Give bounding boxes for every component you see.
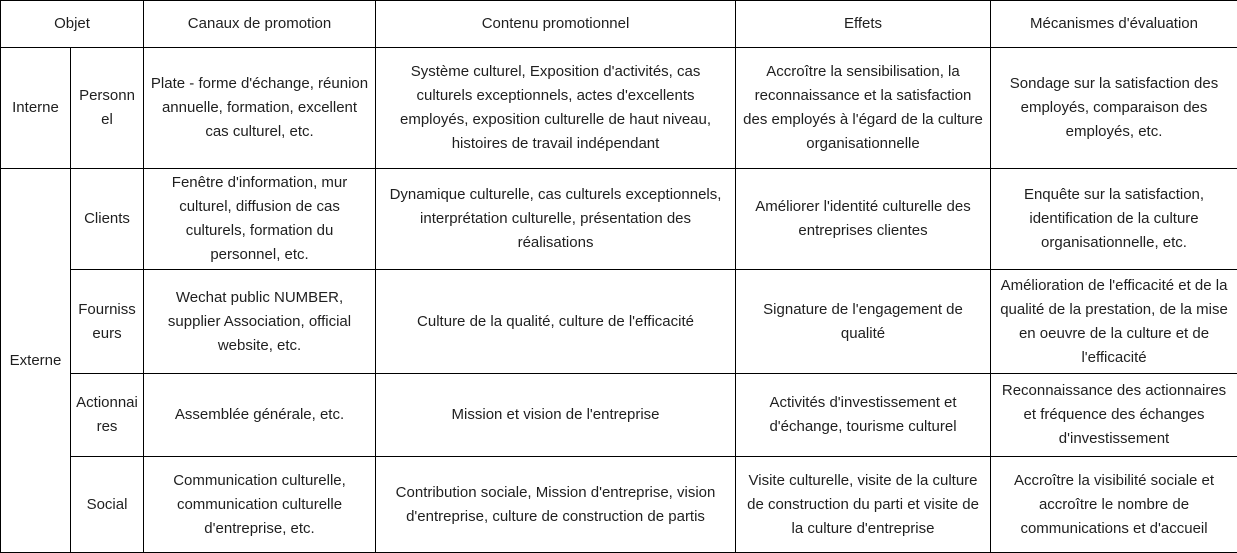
- table-row-fournisseurs: [1, 270, 1237, 374]
- subject-label-social: Social: [71, 457, 144, 553]
- cell-contenu-personnel: Système culturel, Exposition d'activités, cas culturels exceptionnels, actes d'excellents employés, exposition culturelle de haut niveau, histoires de travail indépendant: [376, 48, 736, 169]
- cell-effets-actionnaires: Activités d'investissement et d'échange, tourisme culturel: [736, 374, 991, 457]
- cell-canaux-social: Communication culturelle, communication culturelle d'entreprise, etc.: [144, 457, 376, 553]
- group-label-externe: Externe: [1, 169, 71, 553]
- cell-contenu-clients: Dynamique culturelle, cas culturels exceptionnels, interprétation culturelle, présentation des réalisations: [376, 169, 736, 270]
- header-effets: Effets: [736, 1, 991, 48]
- table-row-actionnaires: [1, 374, 1237, 457]
- cell-contenu-actionnaires: Mission et vision de l'entreprise: [376, 374, 736, 457]
- cell-canaux-actionnaires: Assemblée générale, etc.: [144, 374, 376, 457]
- cell-canaux-clients: Fenêtre d'information, mur culturel, diffusion de cas culturels, formation du personnel, etc.: [144, 169, 376, 270]
- table-row-personnel: [1, 48, 1237, 169]
- cell-mecanismes-personnel: Sondage sur la satisfaction des employés, comparaison des employés, etc.: [991, 48, 1237, 169]
- subject-label-clients: Clients: [71, 169, 144, 270]
- header-canaux: Canaux de promotion: [144, 1, 376, 48]
- table-row-clients: [1, 169, 1237, 270]
- table-row-social: [1, 457, 1237, 553]
- cell-mecanismes-social: Accroître la visibilité sociale et accroître le nombre de communications et d'accueil: [991, 457, 1237, 553]
- header-contenu: Contenu promotionnel: [376, 1, 736, 48]
- group-label-interne: Interne: [1, 48, 71, 169]
- cell-effets-clients: Améliorer l'identité culturelle des entreprises clientes: [736, 169, 991, 270]
- cell-effets-fournisseurs: Signature de l'engagement de qualité: [736, 270, 991, 374]
- cell-mecanismes-fournisseurs: Amélioration de l'efficacité et de la qualité de la prestation, de la mise en oeuvre de la culture et de l'efficacité: [991, 270, 1237, 374]
- header-row: [1, 1, 1237, 48]
- subject-label-actionnaires: Actionnaires: [71, 374, 144, 457]
- cell-effets-social: Visite culturelle, visite de la culture de construction du parti et visite de la culture d'entreprise: [736, 457, 991, 553]
- header-objet: Objet: [1, 1, 144, 48]
- cell-contenu-fournisseurs: Culture de la qualité, culture de l'efficacité: [376, 270, 736, 374]
- header-mecanismes: Mécanismes d'évaluation: [991, 1, 1237, 48]
- cell-mecanismes-actionnaires: Reconnaissance des actionnaires et fréquence des échanges d'investissement: [991, 374, 1237, 457]
- cell-canaux-personnel: Plate - forme d'échange, réunion annuelle, formation, excellent cas culturel, etc.: [144, 48, 376, 169]
- subject-label-fournisseurs: Fournisseurs: [71, 270, 144, 374]
- cell-mecanismes-clients: Enquête sur la satisfaction, identification de la culture organisationnelle, etc.: [991, 169, 1237, 270]
- cell-canaux-fournisseurs: Wechat public NUMBER, supplier Association, official website, etc.: [144, 270, 376, 374]
- subject-label-personnel: Personnel: [71, 48, 144, 169]
- cell-contenu-social: Contribution sociale, Mission d'entreprise, vision d'entreprise, culture de construction de partis: [376, 457, 736, 553]
- cell-effets-personnel: Accroître la sensibilisation, la reconnaissance et la satisfaction des employés à l'égard de la culture organisationnelle: [736, 48, 991, 169]
